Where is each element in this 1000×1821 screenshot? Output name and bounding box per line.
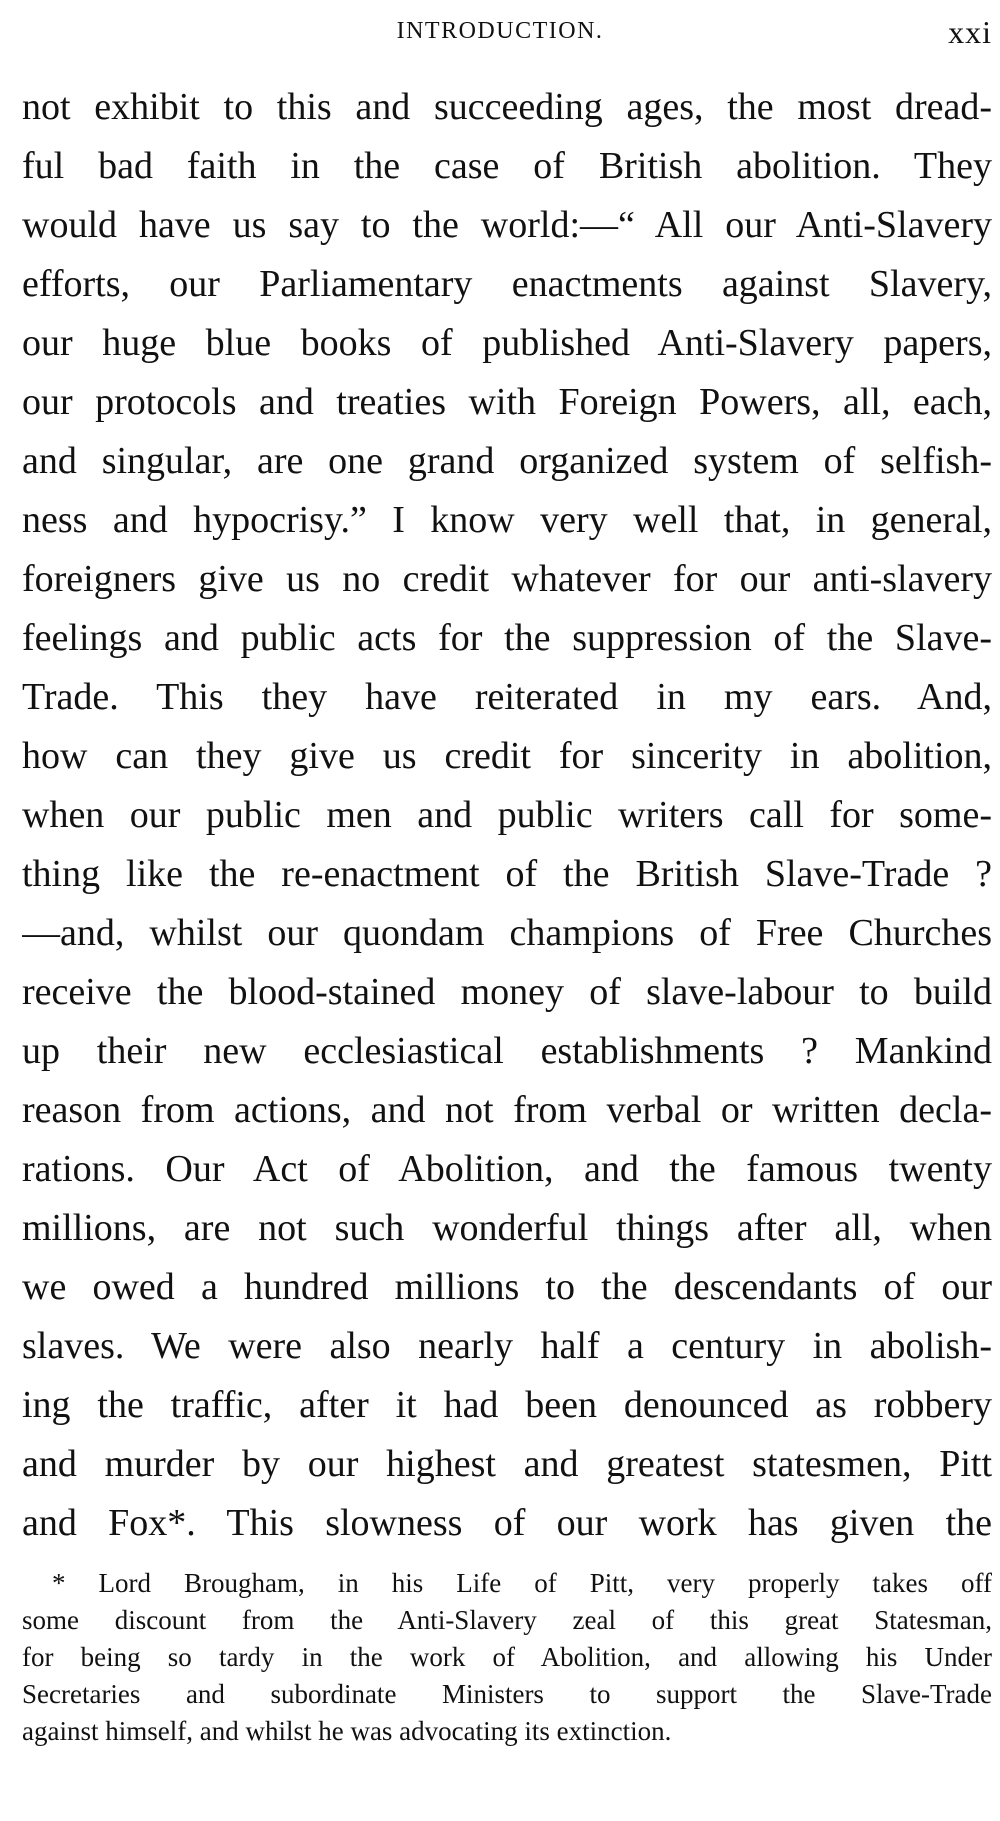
body-line: would have us say to the world:—“ All our Anti-Slavery bbox=[22, 204, 992, 246]
footnote-line: * Lord Brougham, in his Life of Pitt, very properly takes off bbox=[52, 1568, 992, 1598]
body-line: how can they give us credit for sincerity in abolition, bbox=[22, 735, 992, 777]
body-line: slaves. We were also nearly half a century in abolish- bbox=[22, 1325, 992, 1367]
page-number: xxi bbox=[948, 14, 992, 50]
body-line: Trade. This they have reiterated in my ears. And, bbox=[22, 676, 992, 718]
body-line: and Fox*. This slowness of our work has given the bbox=[22, 1502, 992, 1544]
body-line: ful bad faith in the case of British abolition. They bbox=[22, 145, 992, 187]
body-line: reason from actions, and not from verbal or written decla- bbox=[22, 1089, 992, 1131]
body-line: —and, whilst our quondam champions of Free Churches bbox=[22, 912, 992, 954]
body-line: and murder by our highest and greatest statesmen, Pitt bbox=[22, 1443, 992, 1485]
running-title: INTRODUCTION. bbox=[396, 18, 604, 44]
footnote-line: against himself, and whilst he was advocating its extinction. bbox=[22, 1716, 672, 1746]
body-text bbox=[22, 78, 992, 1553]
footnote-line: Secretaries and subordinate Ministers to support the Slave-Trade bbox=[22, 1679, 992, 1709]
body-line: efforts, our Parliamentary enactments against Slavery, bbox=[22, 263, 992, 305]
body-line: our protocols and treaties with Foreign Powers, all, each, bbox=[22, 381, 992, 423]
body-line: feelings and public acts for the suppression of the Slave- bbox=[22, 617, 992, 659]
body-line: ness and hypocrisy.” I know very well that, in general, bbox=[22, 499, 992, 541]
body-line: when our public men and public writers call for some- bbox=[22, 794, 992, 836]
footnote-line: some discount from the Anti-Slavery zeal of this great Statesman, bbox=[22, 1605, 992, 1635]
body-line: and singular, are one grand organized system of selfish- bbox=[22, 440, 992, 482]
body-line: not exhibit to this and succeeding ages, the most dread- bbox=[22, 86, 992, 128]
body-line: thing like the re-enactment of the British Slave-Trade ? bbox=[22, 853, 992, 895]
running-head bbox=[0, 14, 1000, 58]
body-line: we owed a hundred millions to the descendants of our bbox=[22, 1266, 992, 1308]
body-line: up their new ecclesiastical establishments ? Mankind bbox=[22, 1030, 992, 1072]
body-line: foreigners give us no credit whatever for our anti-slavery bbox=[22, 558, 992, 600]
body-line: ing the traffic, after it had been denounced as robbery bbox=[22, 1384, 992, 1426]
body-line: rations. Our Act of Abolition, and the famous twenty bbox=[22, 1148, 992, 1190]
body-line: our huge blue books of published Anti-Slavery papers, bbox=[22, 322, 992, 364]
body-line: millions, are not such wonderful things after all, when bbox=[22, 1207, 992, 1249]
body-line: receive the blood-stained money of slave-labour to build bbox=[22, 971, 992, 1013]
footnote-line: for being so tardy in the work of Abolition, and allowing his Under bbox=[22, 1642, 992, 1672]
footnote bbox=[22, 1565, 992, 1750]
